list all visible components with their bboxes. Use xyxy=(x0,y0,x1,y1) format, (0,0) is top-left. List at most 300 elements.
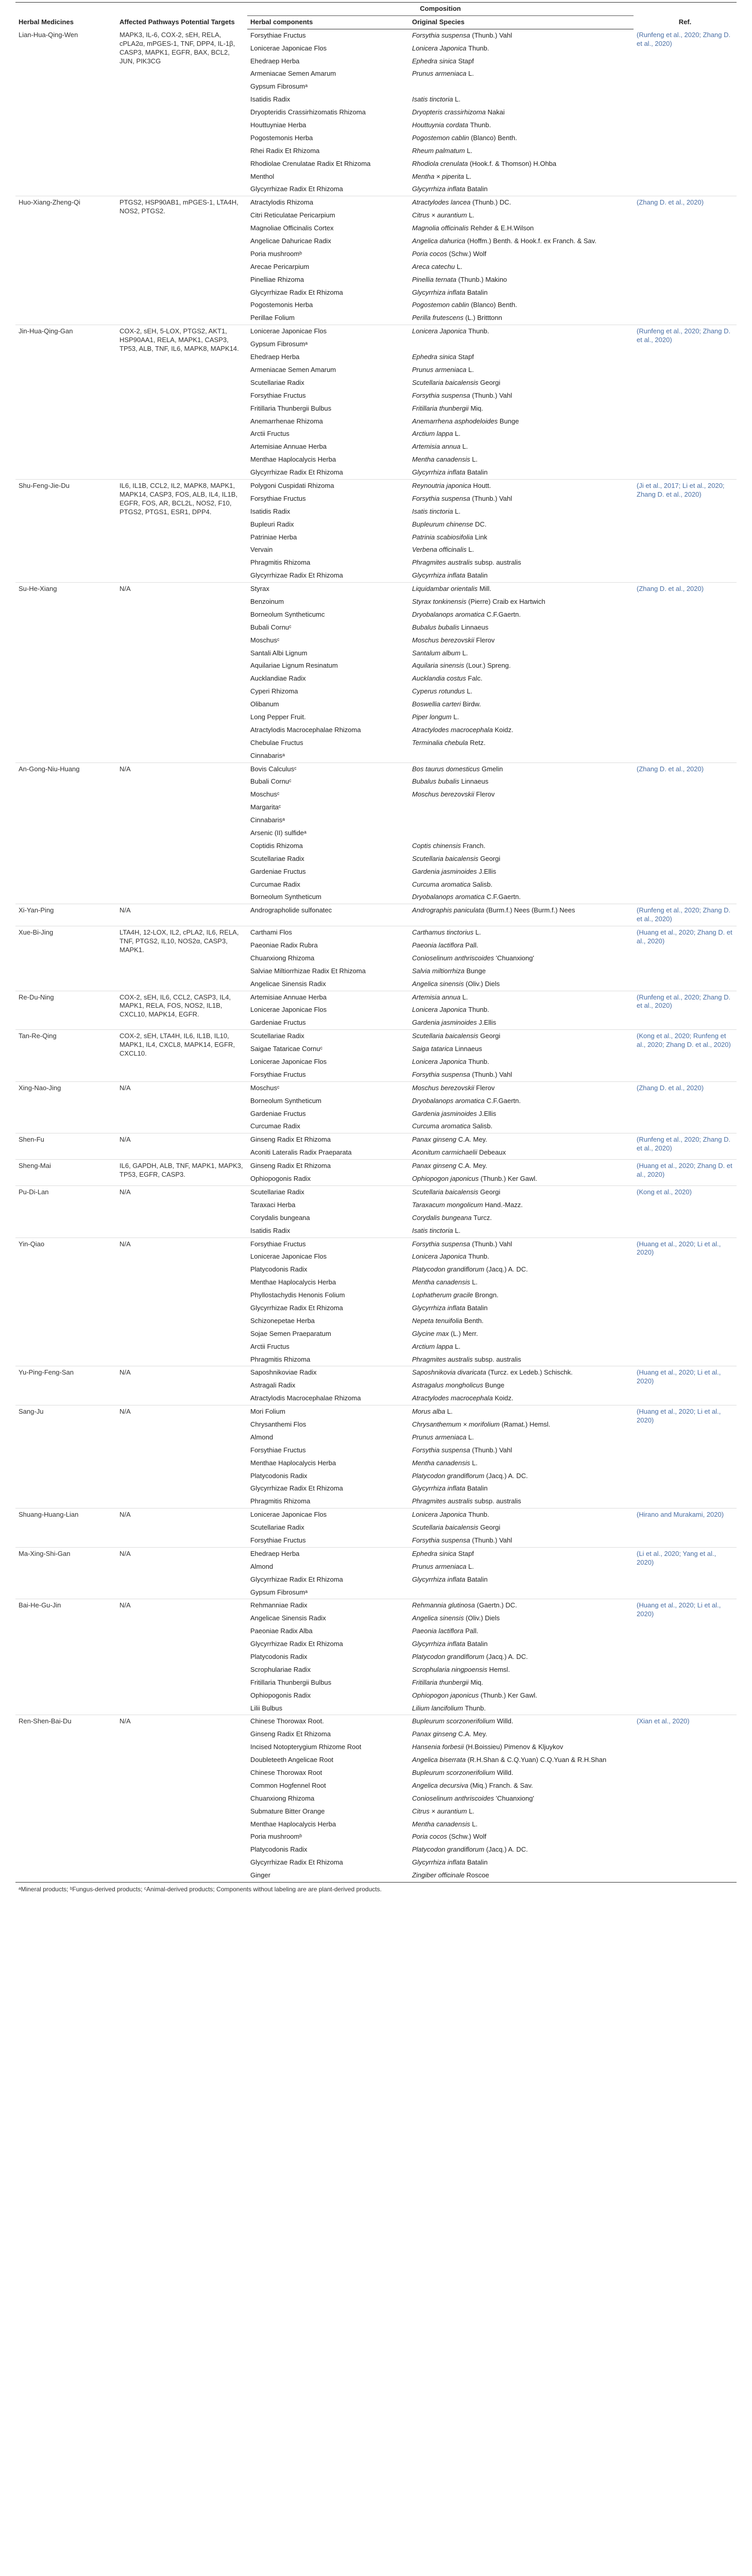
reference: (Zhang D. et al., 2020) xyxy=(634,762,737,904)
species-binomial: Paeonia lactiflora xyxy=(412,941,464,950)
affected-targets: N/A xyxy=(116,1715,247,1883)
species-binomial: Forsythia suspensa xyxy=(412,391,470,399)
medicine-group xyxy=(15,991,737,1030)
original-species xyxy=(409,1199,634,1212)
table-row xyxy=(15,1160,737,1173)
species-binomial: Forsythia suspensa xyxy=(412,1240,470,1248)
original-species xyxy=(409,531,634,544)
affected-targets: COX-2, sEH, IL6, CCL2, CASP3, IL4, MAPK1, RELA, FOS, NOS2, IL1B, CXCL10, MAPK14, EGFR. xyxy=(116,991,247,1030)
species-binomial: Patrinia scabiosifolia xyxy=(412,533,473,541)
original-species xyxy=(409,67,634,80)
medicine-name: Huo-Xiang-Zheng-Qi xyxy=(15,196,116,325)
table-row xyxy=(15,1547,737,1560)
original-species xyxy=(409,364,634,377)
original-species xyxy=(409,1108,634,1121)
species-binomial: Forsythia suspensa xyxy=(412,1070,470,1078)
medicine-name: An-Gong-Niu-Huang xyxy=(15,762,116,904)
species-binomial: Forsythia suspensa xyxy=(412,31,470,39)
species-binomial: Terminalia chebula xyxy=(412,738,468,747)
herbal-component: Paeoniae Radix Alba xyxy=(250,1627,313,1635)
herbal-component: Chebulae Fructus xyxy=(250,738,303,747)
herbal-component: Lonicerae Japonicae Flos xyxy=(250,1252,327,1261)
original-species xyxy=(409,505,634,518)
table-row xyxy=(15,1599,737,1612)
herbal-component: Glycyrrhizae Radix Et Rhizoma xyxy=(250,571,343,580)
species-binomial: Forsythia suspensa xyxy=(412,1446,470,1454)
original-species xyxy=(409,1185,634,1198)
original-species xyxy=(409,1225,634,1238)
original-species xyxy=(409,1173,634,1185)
species-authority: Hemsl. xyxy=(489,1665,510,1673)
original-species xyxy=(409,1509,634,1521)
species-authority: Stapf xyxy=(458,57,474,65)
original-species xyxy=(409,1160,634,1173)
species-authority: C.A. Mey. xyxy=(458,1136,487,1144)
affected-targets: N/A xyxy=(116,1405,247,1509)
species-authority: L. xyxy=(472,1820,478,1828)
species-authority: L. xyxy=(462,993,468,1001)
species-authority: Georgi xyxy=(480,1032,501,1040)
original-species xyxy=(409,1482,634,1495)
reference: (Runfeng et al., 2020; Zhang D. et al., 2020) xyxy=(634,325,737,480)
herbal-component: Scrophulariae Radix xyxy=(250,1665,311,1673)
species-binomial: Lonicera Japonica xyxy=(412,1511,467,1519)
original-species xyxy=(409,158,634,171)
header-medicine: Herbal Medicines xyxy=(15,3,116,29)
species-binomial: Ophiopogon japonicus xyxy=(412,1175,479,1183)
table-row xyxy=(15,325,737,338)
medicine-name: Ren-Shen-Bai-Du xyxy=(15,1715,116,1883)
species-authority: (Thunb.) Vahl xyxy=(472,494,512,502)
herbal-component: Phragmitis Rhizoma xyxy=(250,1355,311,1363)
herbal-component: Magnoliae Officinalis Cortex xyxy=(250,224,334,232)
species-authority: L. xyxy=(462,649,468,657)
original-species xyxy=(409,119,634,132)
herbal-component: Gardeniae Fructus xyxy=(250,1019,306,1027)
original-species xyxy=(409,235,634,248)
medicine-name: Shen-Fu xyxy=(15,1133,116,1160)
original-species xyxy=(409,338,634,351)
medicine-group xyxy=(15,1030,737,1082)
species-binomial: Lonicera Japonica xyxy=(412,1058,467,1066)
original-species xyxy=(409,1457,634,1470)
species-authority: (Ramat.) Hemsl. xyxy=(501,1420,551,1428)
species-binomial: Areca catechu xyxy=(412,262,455,270)
species-binomial: Prunus armeniaca xyxy=(412,70,467,78)
affected-targets: N/A xyxy=(116,1185,247,1238)
herbal-component: Ginseng Radix Et Rhizoma xyxy=(250,1730,331,1738)
species-binomial: Arctium lappa xyxy=(412,1342,453,1350)
species-binomial: Ephedra sinica xyxy=(412,57,456,65)
original-species xyxy=(409,1689,634,1702)
species-binomial: Phragmites australis xyxy=(412,1355,473,1363)
original-species xyxy=(409,659,634,672)
herbal-component: Ginseng Radix Et Rhizoma xyxy=(247,1160,409,1173)
species-authority: Salisb. xyxy=(472,1122,493,1130)
species-binomial: Astragalus mongholicus xyxy=(412,1381,484,1389)
original-species xyxy=(409,1625,634,1638)
species-binomial: Fritillaria thunbergii xyxy=(412,404,469,412)
species-authority: Thunb. xyxy=(468,1058,489,1066)
species-binomial: Scrophularia ningpoensis xyxy=(412,1665,487,1673)
original-species xyxy=(409,1831,634,1843)
species-authority: Batalin xyxy=(467,1575,488,1583)
reference: (Huang et al., 2020; Zhang D. et al., 2020) xyxy=(634,1160,737,1186)
original-species xyxy=(409,608,634,621)
herbal-component: Platycodonis Radix xyxy=(250,1265,307,1274)
original-species xyxy=(409,351,634,364)
species-binomial: Phragmites australis xyxy=(412,558,473,567)
page xyxy=(15,0,737,1896)
herbal-component: Ophiopogonis Radix xyxy=(250,1175,311,1183)
herbal-component: Bubali Cornuᶜ xyxy=(250,777,292,786)
species-binomial: Lonicera Japonica xyxy=(412,1252,467,1261)
herbal-component: Chinese Thorowax Root xyxy=(250,1769,322,1777)
table-row xyxy=(15,926,737,939)
herbal-component: Menthae Haplocalycis Herba xyxy=(250,1820,336,1828)
medicine-group xyxy=(15,904,737,926)
medicine-group xyxy=(15,1185,737,1238)
header-targets: Affected Pathways Potential Targets xyxy=(116,3,247,29)
species-binomial: Morus alba xyxy=(412,1408,446,1416)
medicine-name: Tan-Re-Qing xyxy=(15,1030,116,1082)
herbal-component: Patriniae Herba xyxy=(250,533,297,541)
species-authority: Salisb. xyxy=(472,880,493,888)
medicine-name: Lian-Hua-Qing-Wen xyxy=(19,31,78,39)
species-authority: L. xyxy=(475,928,481,937)
herbal-component: Gardeniae Fructus xyxy=(250,867,306,875)
species-authority: Thunb. xyxy=(465,1704,486,1712)
medicine-name: Ma-Xing-Shi-Gan xyxy=(15,1547,116,1599)
original-species xyxy=(409,1664,634,1676)
medicine-group xyxy=(15,1509,737,1548)
herbal-component: Astragali Radix xyxy=(250,1381,296,1389)
herbal-component: Pinelliae Rhizoma xyxy=(250,275,304,283)
species-authority: Linnaeus xyxy=(461,777,489,786)
affected-targets: N/A xyxy=(116,1547,247,1599)
original-species xyxy=(409,1780,634,1792)
reference: (Runfeng et al., 2020; Zhang D. et al., 2020) xyxy=(634,1133,737,1160)
affected-targets: N/A xyxy=(116,1599,247,1715)
species-binomial: Pinellia ternata xyxy=(412,275,456,283)
herbal-component: Phragmitis Rhizoma xyxy=(250,1497,311,1505)
species-binomial: Carthamus tinctorius xyxy=(412,928,474,937)
species-binomial: Lonicera Japonica xyxy=(412,327,467,335)
medicine-group xyxy=(15,583,737,762)
original-species xyxy=(409,1676,634,1689)
herbal-component: Aconiti Lateralis Radix Praeparata xyxy=(250,1148,352,1157)
original-species xyxy=(409,583,634,596)
original-species xyxy=(409,1081,634,1094)
original-species xyxy=(409,377,634,389)
species-binomial: Cyperus rotundus xyxy=(412,687,465,696)
original-species xyxy=(409,750,634,762)
species-binomial: Conioselinum anthriscoides xyxy=(412,954,494,962)
species-authority: Turcz. xyxy=(473,1213,492,1222)
species-authority: L. xyxy=(472,455,478,464)
herbal-component: Gypsum Fibrosumᵃ xyxy=(250,340,308,348)
species-binomial: Angelica sinensis xyxy=(412,1614,464,1622)
species-binomial: Houttuynia cordata xyxy=(412,121,469,129)
herbal-component: Glycyrrhizae Radix Et Rhizoma xyxy=(250,1858,343,1867)
species-binomial: Glycine max xyxy=(412,1329,449,1337)
reference: (Kong et al., 2020; Runfeng et al., 2020; Zhang D. et al., 2020) xyxy=(634,1030,737,1082)
herbal-component: Arecae Pericarpium xyxy=(250,262,310,270)
species-authority: 'Chuanxiong' xyxy=(495,1794,534,1802)
herbal-component: Phragmitis Rhizoma xyxy=(250,558,311,567)
herbal-component: Ginger xyxy=(250,1871,271,1879)
species-authority: J.Ellis xyxy=(478,867,497,875)
species-binomial: Bupleurum chinense xyxy=(412,520,473,528)
species-binomial: Chrysanthemum × morifolium xyxy=(412,1420,500,1428)
species-authority: Bunge xyxy=(466,967,486,975)
original-species xyxy=(409,1353,634,1366)
herbal-component: Paeoniae Radix Rubra xyxy=(250,941,318,950)
original-species xyxy=(409,440,634,453)
species-binomial: Ophiopogon japonicus xyxy=(412,1691,479,1699)
herbal-component: Scutellariae Radix xyxy=(250,378,304,386)
original-species xyxy=(409,1547,634,1560)
herbal-component: Ehedraep Herba xyxy=(250,57,300,65)
medicine-group xyxy=(15,1405,737,1509)
affected-targets: N/A xyxy=(116,762,247,904)
species-authority: Franch. xyxy=(463,841,486,850)
species-authority: (Oliv.) Diels xyxy=(466,1614,500,1622)
species-authority: Georgi xyxy=(480,854,501,862)
original-species xyxy=(409,1238,634,1250)
original-species xyxy=(409,132,634,145)
herbal-component: Fritillaria Thunbergii Bulbus xyxy=(250,1678,332,1686)
original-species xyxy=(409,42,634,55)
species-binomial: Moschus berezovskii xyxy=(412,790,474,799)
medicine-group xyxy=(15,1160,737,1186)
species-authority: Miq. xyxy=(470,404,484,412)
original-species xyxy=(409,1767,634,1780)
species-binomial: Fritillaria thunbergii xyxy=(412,1678,469,1686)
medicine-group xyxy=(15,1238,737,1366)
original-species xyxy=(409,1405,634,1418)
original-species xyxy=(409,402,634,415)
affected-targets: LTA4H, 12-LOX, IL2, cPLA2, IL6, RELA, TNF, PTGS2, IL10, NOS2α, CASP3, MAPK1. xyxy=(116,926,247,991)
original-species xyxy=(409,1599,634,1612)
herbal-component: Angelicae Sinensis Radix xyxy=(250,1614,326,1622)
species-binomial: Styrax tonkinensis xyxy=(412,597,467,605)
herbal-component: Taraxaci Herba xyxy=(250,1200,296,1209)
species-authority: Nakai xyxy=(487,108,505,116)
species-binomial: Lonicera Japonica xyxy=(412,1006,467,1014)
affected-targets: N/A xyxy=(116,1133,247,1160)
species-authority: C.A. Mey. xyxy=(458,1162,487,1170)
herbal-component: Borneolum Syntheticum xyxy=(250,1096,322,1105)
herbal-component: Forsythiae Fructus xyxy=(250,1536,306,1544)
species-binomial: Bupleurum scorzonerifolium xyxy=(412,1717,495,1725)
species-authority: Batalin xyxy=(467,1484,488,1493)
original-species xyxy=(409,55,634,68)
herbal-component: Saposhnikoviae Radix xyxy=(247,1366,409,1379)
species-authority: Pall. xyxy=(465,941,478,950)
species-authority: Flerov xyxy=(476,636,495,644)
original-species xyxy=(409,1120,634,1133)
herbal-component: Chinese Thorowax Root. xyxy=(247,1715,409,1728)
herbal-component: Moschusᶜ xyxy=(250,636,280,644)
species-authority: Stapf xyxy=(458,353,474,361)
herbal-component: Chrysanthemi Flos xyxy=(250,1420,306,1428)
herbal-component: Scutellariae Radix xyxy=(250,1523,304,1532)
species-binomial: Platycodon grandiflorum xyxy=(412,1845,485,1854)
species-authority: Batalin xyxy=(467,288,488,296)
species-binomial: Prunus armeniaca xyxy=(412,1433,467,1441)
table-row xyxy=(15,196,737,209)
species-authority: subsp. australis xyxy=(474,558,521,567)
species-binomial: Dryobalanops aromatica xyxy=(412,893,485,901)
species-binomial: Gardenia jasminoides xyxy=(412,1019,477,1027)
species-authority: Linnaeus xyxy=(461,623,489,631)
species-binomial: Bubalus bubalis xyxy=(412,623,459,631)
species-authority: C.A. Mey. xyxy=(458,1730,487,1738)
original-species xyxy=(409,1276,634,1289)
species-authority: Retz. xyxy=(470,738,486,747)
species-binomial: Angelica biserrata xyxy=(412,1756,466,1764)
herbal-component: Lonicerae Japonicae Flos xyxy=(247,1509,409,1521)
original-species xyxy=(409,1302,634,1315)
herbal-component: Bubali Cornuᶜ xyxy=(250,623,292,631)
original-species xyxy=(409,788,634,801)
species-authority: Georgi xyxy=(480,378,501,386)
herbal-component: Forsythiae Fructus xyxy=(250,1070,306,1078)
species-authority: (Hoffm.) Benth. & Hook.f. ex Franch. & Sav. xyxy=(467,237,596,245)
species-authority: Thunb. xyxy=(468,1252,489,1261)
herbal-component: Scutellariae Radix xyxy=(250,854,304,862)
species-authority: (Blanco) Benth. xyxy=(471,133,517,142)
species-authority: (Hook.f. & Thomson) H.Ohba xyxy=(470,159,557,167)
table-row xyxy=(15,1081,737,1094)
species-binomial: Saiga tatarica xyxy=(412,1045,453,1053)
original-species xyxy=(409,1133,634,1146)
species-binomial: Glycyrrhiza inflata xyxy=(412,1484,466,1493)
original-species xyxy=(409,840,634,853)
species-authority: C.F.Gaertn. xyxy=(486,1096,521,1105)
original-species xyxy=(409,261,634,274)
species-authority: Thunb. xyxy=(470,121,491,129)
herbal-component: Lonicerae Japonicae Flos xyxy=(250,44,327,52)
herbal-component: Glycyrrhizae Radix Et Rhizoma xyxy=(250,1303,343,1312)
species-binomial: Glycyrrhiza inflata xyxy=(412,571,466,580)
species-authority: (Schw.) Wolf xyxy=(449,249,487,258)
herbal-component: Moschusᶜ xyxy=(250,790,280,799)
species-binomial: Poria cocos xyxy=(412,249,447,258)
species-authority: Batalin xyxy=(467,1303,488,1312)
footnote: ᵃMineral products; ᵇFungus-derived products; ᶜAnimal-derived products; Components without labeling are are plant-derived products. xyxy=(15,1883,737,1896)
original-species xyxy=(409,145,634,158)
species-binomial: Magnolia officinalis xyxy=(412,224,469,232)
species-authority: (Thunb.) Ker Gawl. xyxy=(481,1691,537,1699)
species-authority: C.F.Gaertn. xyxy=(486,893,521,901)
species-binomial: Artemisia annua xyxy=(412,443,460,451)
reference: (Runfeng et al., 2020; Zhang D. et al., 2020) xyxy=(634,904,737,926)
herbal-component: Schizonepetae Herba xyxy=(250,1316,315,1325)
header-composition: Composition xyxy=(247,3,634,16)
affected-targets: IL6, IL1B, CCL2, IL2, MAPK8, MAPK1, MAPK14, CASP3, FOS, ALB, IL4, IL1B, EGFR, FOS, AR, BCL2L, NOS2, F10, PTGS2, PTGS1, ESR1, DPP4. xyxy=(116,479,247,582)
species-binomial: Panax ginseng xyxy=(412,1730,457,1738)
original-species xyxy=(409,939,634,952)
original-species xyxy=(409,222,634,235)
original-species xyxy=(409,1392,634,1405)
species-authority: Miq. xyxy=(470,1678,484,1686)
medicine-group xyxy=(15,926,737,991)
table-row xyxy=(15,762,737,775)
reference: (Zhang D. et al., 2020) xyxy=(634,583,737,762)
herbal-component: Glycyrrhizae Radix Et Rhizoma xyxy=(250,468,343,477)
original-species xyxy=(409,556,634,569)
species-authority: (Jacq.) A. DC. xyxy=(486,1845,528,1854)
herbal-component: Gypsum Fibrosumᵃ xyxy=(250,82,308,91)
herbal-component: Saigae Tataricae Cornuᶜ xyxy=(250,1045,323,1053)
medicine-group xyxy=(15,325,737,480)
species-authority: Link xyxy=(475,533,487,541)
species-binomial: Dryobalanops aromatica xyxy=(412,610,485,618)
species-binomial: Andrographis paniculata xyxy=(412,906,485,914)
original-species xyxy=(409,1573,634,1586)
original-species xyxy=(409,698,634,711)
species-binomial: Forsythia suspensa xyxy=(412,1536,470,1544)
herbal-component: Incised Notopterygium Rhizome Root xyxy=(250,1743,362,1751)
herbal-component: Platycodonis Radix xyxy=(250,1471,307,1480)
table-row xyxy=(15,1238,737,1250)
medicine-group xyxy=(15,1366,737,1405)
species-binomial: Anemarrhena asphodeloides xyxy=(412,417,498,425)
species-binomial: Platycodon grandiflorum xyxy=(412,1265,485,1274)
herbal-component: Anemarrhenae Rhizoma xyxy=(250,417,323,425)
herbal-component: Perillae Folium xyxy=(250,314,295,322)
original-species xyxy=(409,1741,634,1754)
header-herbal-components: Herbal components xyxy=(247,15,409,29)
original-species xyxy=(409,634,634,647)
herbal-component: Corydalis bungeana xyxy=(250,1213,310,1222)
original-species xyxy=(409,1805,634,1818)
species-binomial: Glycyrrhiza inflata xyxy=(412,1303,466,1312)
species-authority: (Blanco) Benth. xyxy=(471,301,517,309)
medicine-group xyxy=(15,1599,737,1715)
herbal-component: Polygoni Cuspidati Rhizoma xyxy=(247,479,409,492)
species-binomial: Mentha canadensis xyxy=(412,455,470,464)
original-species xyxy=(409,1418,634,1431)
species-authority: L. xyxy=(455,95,460,104)
original-species xyxy=(409,1146,634,1159)
medicine-group xyxy=(15,1547,737,1599)
medicine-group xyxy=(15,762,737,904)
species-binomial: Mentha canadensis xyxy=(412,1820,470,1828)
species-authority: (Thunb.) DC. xyxy=(472,198,511,207)
herbal-component: Phyllostachydis Henonis Folium xyxy=(250,1291,345,1299)
original-species xyxy=(409,1521,634,1534)
herbal-component: Almond xyxy=(250,1433,274,1441)
species-binomial: Mentha canadensis xyxy=(412,1459,470,1467)
species-authority: L. xyxy=(455,1342,460,1350)
species-authority: (Miq.) Franch. & Sav. xyxy=(470,1781,533,1789)
herbal-component: Curcumae Radix xyxy=(250,880,300,888)
original-species xyxy=(409,299,634,312)
species-authority: Hand.-Mazz. xyxy=(485,1200,523,1209)
species-binomial: Atractylodes macrocephala xyxy=(412,725,493,734)
herbal-component: Bovis Calculusᶜ xyxy=(247,762,409,775)
species-binomial: Ephedra sinica xyxy=(412,1549,456,1557)
species-authority: L. xyxy=(466,172,472,180)
species-authority: L. xyxy=(469,1807,475,1815)
table-row xyxy=(15,1715,737,1728)
herbal-component: Almond xyxy=(250,1562,274,1570)
original-species xyxy=(409,1212,634,1225)
herbal-component: Pogostemonis Herba xyxy=(250,133,313,142)
